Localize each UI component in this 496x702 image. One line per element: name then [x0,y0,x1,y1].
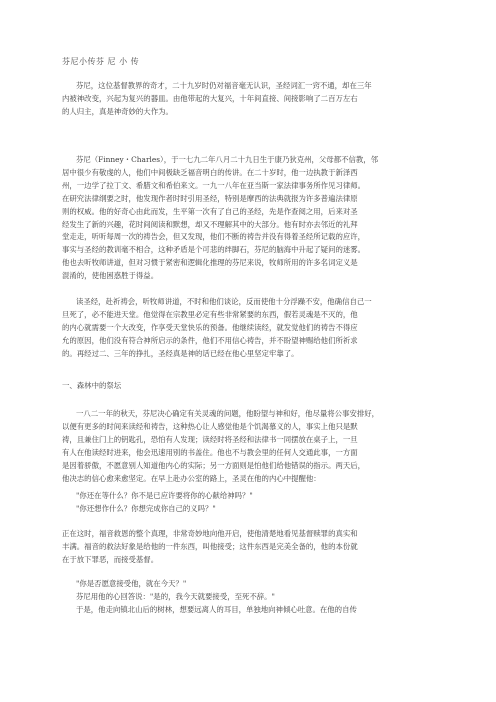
text-line: 混淆的，使他困惑胜于得益。 [62,271,159,281]
text-line: 旦死了，必不能进天堂。他觉得在宗教里必定有些非常紧要的东西，假若灵魂是不灭的，他 [62,309,358,319]
text-line: 一八二一年的秋天，芬尼决心确定有关灵魂的问题，他盼望与神和好，他尽量将公事安排好， [76,409,380,418]
text-line: 居中很少有敬虔的人，他们中间极缺乏福音明白的传讲。在二十岁时，他一边执教于新泽西 [62,167,358,177]
text-line: 读圣经，赴祈祷会，听牧师讲道，不时和他们谈论，反而使他十分浮躁不安，他确信自己一 [76,297,372,306]
quote-line: "你是否愿意接受他，就在今天？" [76,579,187,588]
paragraph-forest [62,408,436,485]
text-line: 允的原因，他们没有符合神所启示的条件，他们不用信心祷告，并不盼望神赐给他们所祈求 [62,335,358,345]
text-line: 正在这时，福音救恩的整个真理，非常奇妙地向他开启，使他清楚地看见基督赎罪的真实和 [62,529,358,538]
closing-block [62,578,436,617]
paragraph-biography [62,154,436,283]
quote-line: "你还想作什么？你想完成你自己的义吗？" [76,503,216,513]
text-line: 在于放下罪恶，而接受基督。 [62,554,159,564]
text-line: 事实与圣经的教训毫不相合，这种矛盾是个可悲的绊脚石，芬尼的脑海中升起了疑问的迷雾。 [62,245,366,255]
text-line: 的内心就需要一个大改变，作享受天堂快乐的预备。他继续读经，就发觉他们的祷告不得应 [62,322,358,332]
text-line: 于是，他走向镇北山后的树林，想要远离人的耳目，单独地向神倾心吐意。在他的自传 [76,604,357,614]
text-line: 他决志的信心愈来愈坚定。在早上赴办公室的路上，圣灵在他的内心中提醒他： [62,473,321,483]
paragraph-intro [62,80,436,119]
section-heading [62,380,436,393]
heading-text: 一、森林中的祭坛 [62,381,122,390]
text-line: 以便有更多的时间来读经和祷告，这种热心让人感觉他是个饥渴慕义的人，事实上他只是默 [62,421,358,431]
text-line: 堂走走，听听每周一次的祷告会，但又发现，他们不断的祷告并没有得着圣经所记载的应许， [62,232,366,242]
text-line: 芬尼用他的心回答说："是的，我今天就要接受，至死不辞。" [76,591,275,601]
text-line: 州，一边学了拉丁文、希腊文和希伯来文。一九一八年在亚当斯一家法律事务所作见习律师。 [62,180,366,190]
text-line: 有人在他读经时进来，他会迅速用别的书盖住。他也不与教会里的任何人交通此事，一方面 [62,447,358,457]
quotes-block [62,490,436,516]
text-line: 经发生了新的兴趣，花时间阅读和默想，却又不理解其中的大部分。他有时亦去邻近的礼拜 [62,219,358,229]
text-line: 丰满。福音的救法好象是给他的一件东西，叫他接受；这件东西是完美全备的，他的本份就 [62,541,358,551]
text-line: 芬尼（Finney・Charles），于一七九二年八月二十九日生于康乃狄克州，父母都不信教，邻 [76,155,379,164]
text-line: 他也去听牧师讲道，但对习惯于紧密和逻辑化推理的芬尼来说，牧师所用的许多名词定义是 [62,258,358,268]
text-line: 的。再经过二、三年的挣扎，圣经真是神的话已经在他心里坚定牢靠了。 [62,348,299,358]
quote-line: "你还在等什么？你不是已应许要将你的心献给神吗？" [76,491,253,500]
text-line: 祷，且兼住门上的钥匙孔，恐怕有人发现；读经时将圣经和法律书一同摆放在桌子上，一旦 [62,434,358,444]
paragraph-gospel [62,528,436,567]
page-title: 芬尼小传芬 尼 小 传 [62,57,140,66]
text-line: 芬尼，这位基督教界的奇才，二十九岁时仍对福音毫无认识，圣经词汇一窍不通，却在三年 [76,81,372,90]
text-line: 的人归主，真是神奇妙的大作为。 [62,106,173,116]
text-line: 在研究法律纲要之时，他发现作者时时引用圣经，特别是摩西的法典就报为许多普遍法律原 [62,193,358,203]
text-line: 是因着骄傲，不愿意别人知道他内心的实际；另一方面则是怕他们给他错误的指示。两天后， [62,460,366,470]
text-line: 则的权威。他的好奇心由此而发，生平第一次有了自己的圣经，先是作查阅之用，后来对圣 [62,206,358,216]
paragraph-reading [62,296,436,361]
text-line: 内被神改变，兴起为复兴的器皿。由他带起的大复兴，十年间直接、间接影响了二百万左右 [62,93,358,103]
